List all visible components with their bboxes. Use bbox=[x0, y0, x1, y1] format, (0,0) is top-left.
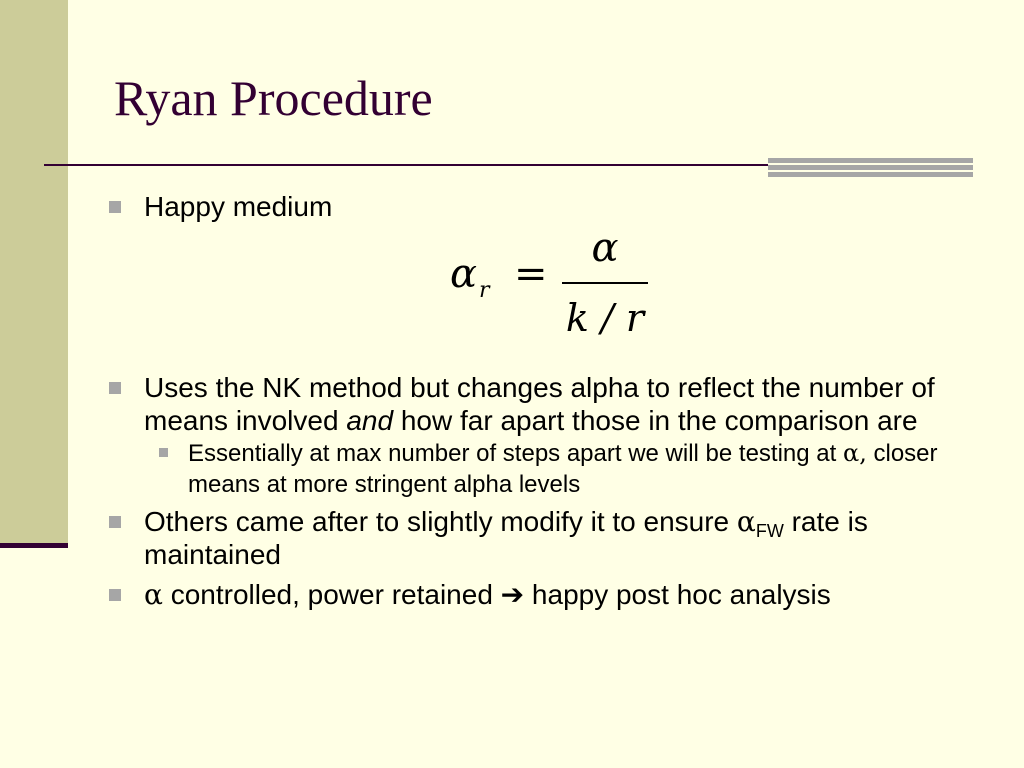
sub-bullet-list bbox=[144, 438, 987, 500]
square-bullet-icon bbox=[109, 382, 121, 394]
square-bullet-icon bbox=[109, 516, 121, 528]
bullet-text-part: happy post hoc analysis bbox=[524, 579, 831, 610]
alpha-symbol: α, bbox=[842, 439, 867, 467]
title-underline bbox=[44, 164, 774, 166]
slide-body bbox=[107, 190, 987, 611]
alpha-subscript-fw: FW bbox=[755, 521, 784, 541]
left-decorative-band bbox=[0, 0, 68, 543]
bullet-item-happy-medium bbox=[107, 190, 987, 371]
alpha-symbol: α bbox=[736, 505, 756, 538]
formula-equals: = bbox=[514, 251, 548, 297]
formula-denominator: k / r bbox=[565, 296, 645, 340]
formula-alpha: α bbox=[450, 251, 478, 297]
formula-lhs bbox=[450, 249, 490, 303]
bullet-text-part: rate is maintained bbox=[144, 506, 868, 570]
square-sub-bullet-icon bbox=[159, 448, 168, 457]
right-arrow-icon: ➔ bbox=[500, 578, 525, 611]
alpha-symbol: α bbox=[144, 578, 163, 611]
bullet-emphasis: and bbox=[346, 405, 394, 436]
sub-bullet-text-part: closer means at more stringent alpha levels bbox=[188, 440, 938, 498]
slide-title: Ryan Procedure bbox=[114, 70, 433, 126]
bullet-item-others-modified bbox=[107, 505, 987, 571]
formula-fraction-bar bbox=[562, 282, 648, 284]
bullet-text: Happy medium bbox=[144, 191, 333, 222]
bullet-list bbox=[107, 190, 987, 611]
formula-lhs-subscript: r bbox=[479, 278, 490, 303]
bullet-text-part: Others came after to slightly modify it to ensure bbox=[144, 506, 737, 537]
bullet-text-part: controlled, power retained bbox=[162, 579, 501, 610]
left-band-accent-bar bbox=[0, 543, 68, 548]
bullet-text-part: how far apart those in the comparison are bbox=[393, 405, 918, 436]
sub-bullet-item-steps-apart bbox=[144, 438, 987, 500]
formula-block bbox=[144, 223, 987, 371]
square-bullet-icon bbox=[109, 201, 121, 213]
formula-numerator: α bbox=[591, 225, 619, 271]
title-accent-bars bbox=[768, 158, 973, 178]
sub-bullet-text-part: Essentially at max number of steps apart we will be testing at bbox=[188, 440, 843, 467]
square-bullet-icon bbox=[109, 589, 121, 601]
bullet-item-alpha-controlled bbox=[107, 578, 987, 611]
bullet-item-nk-method bbox=[107, 371, 987, 500]
bullet-text-part: Uses the NK method but changes alpha to reflect the number of means involved bbox=[144, 372, 935, 436]
